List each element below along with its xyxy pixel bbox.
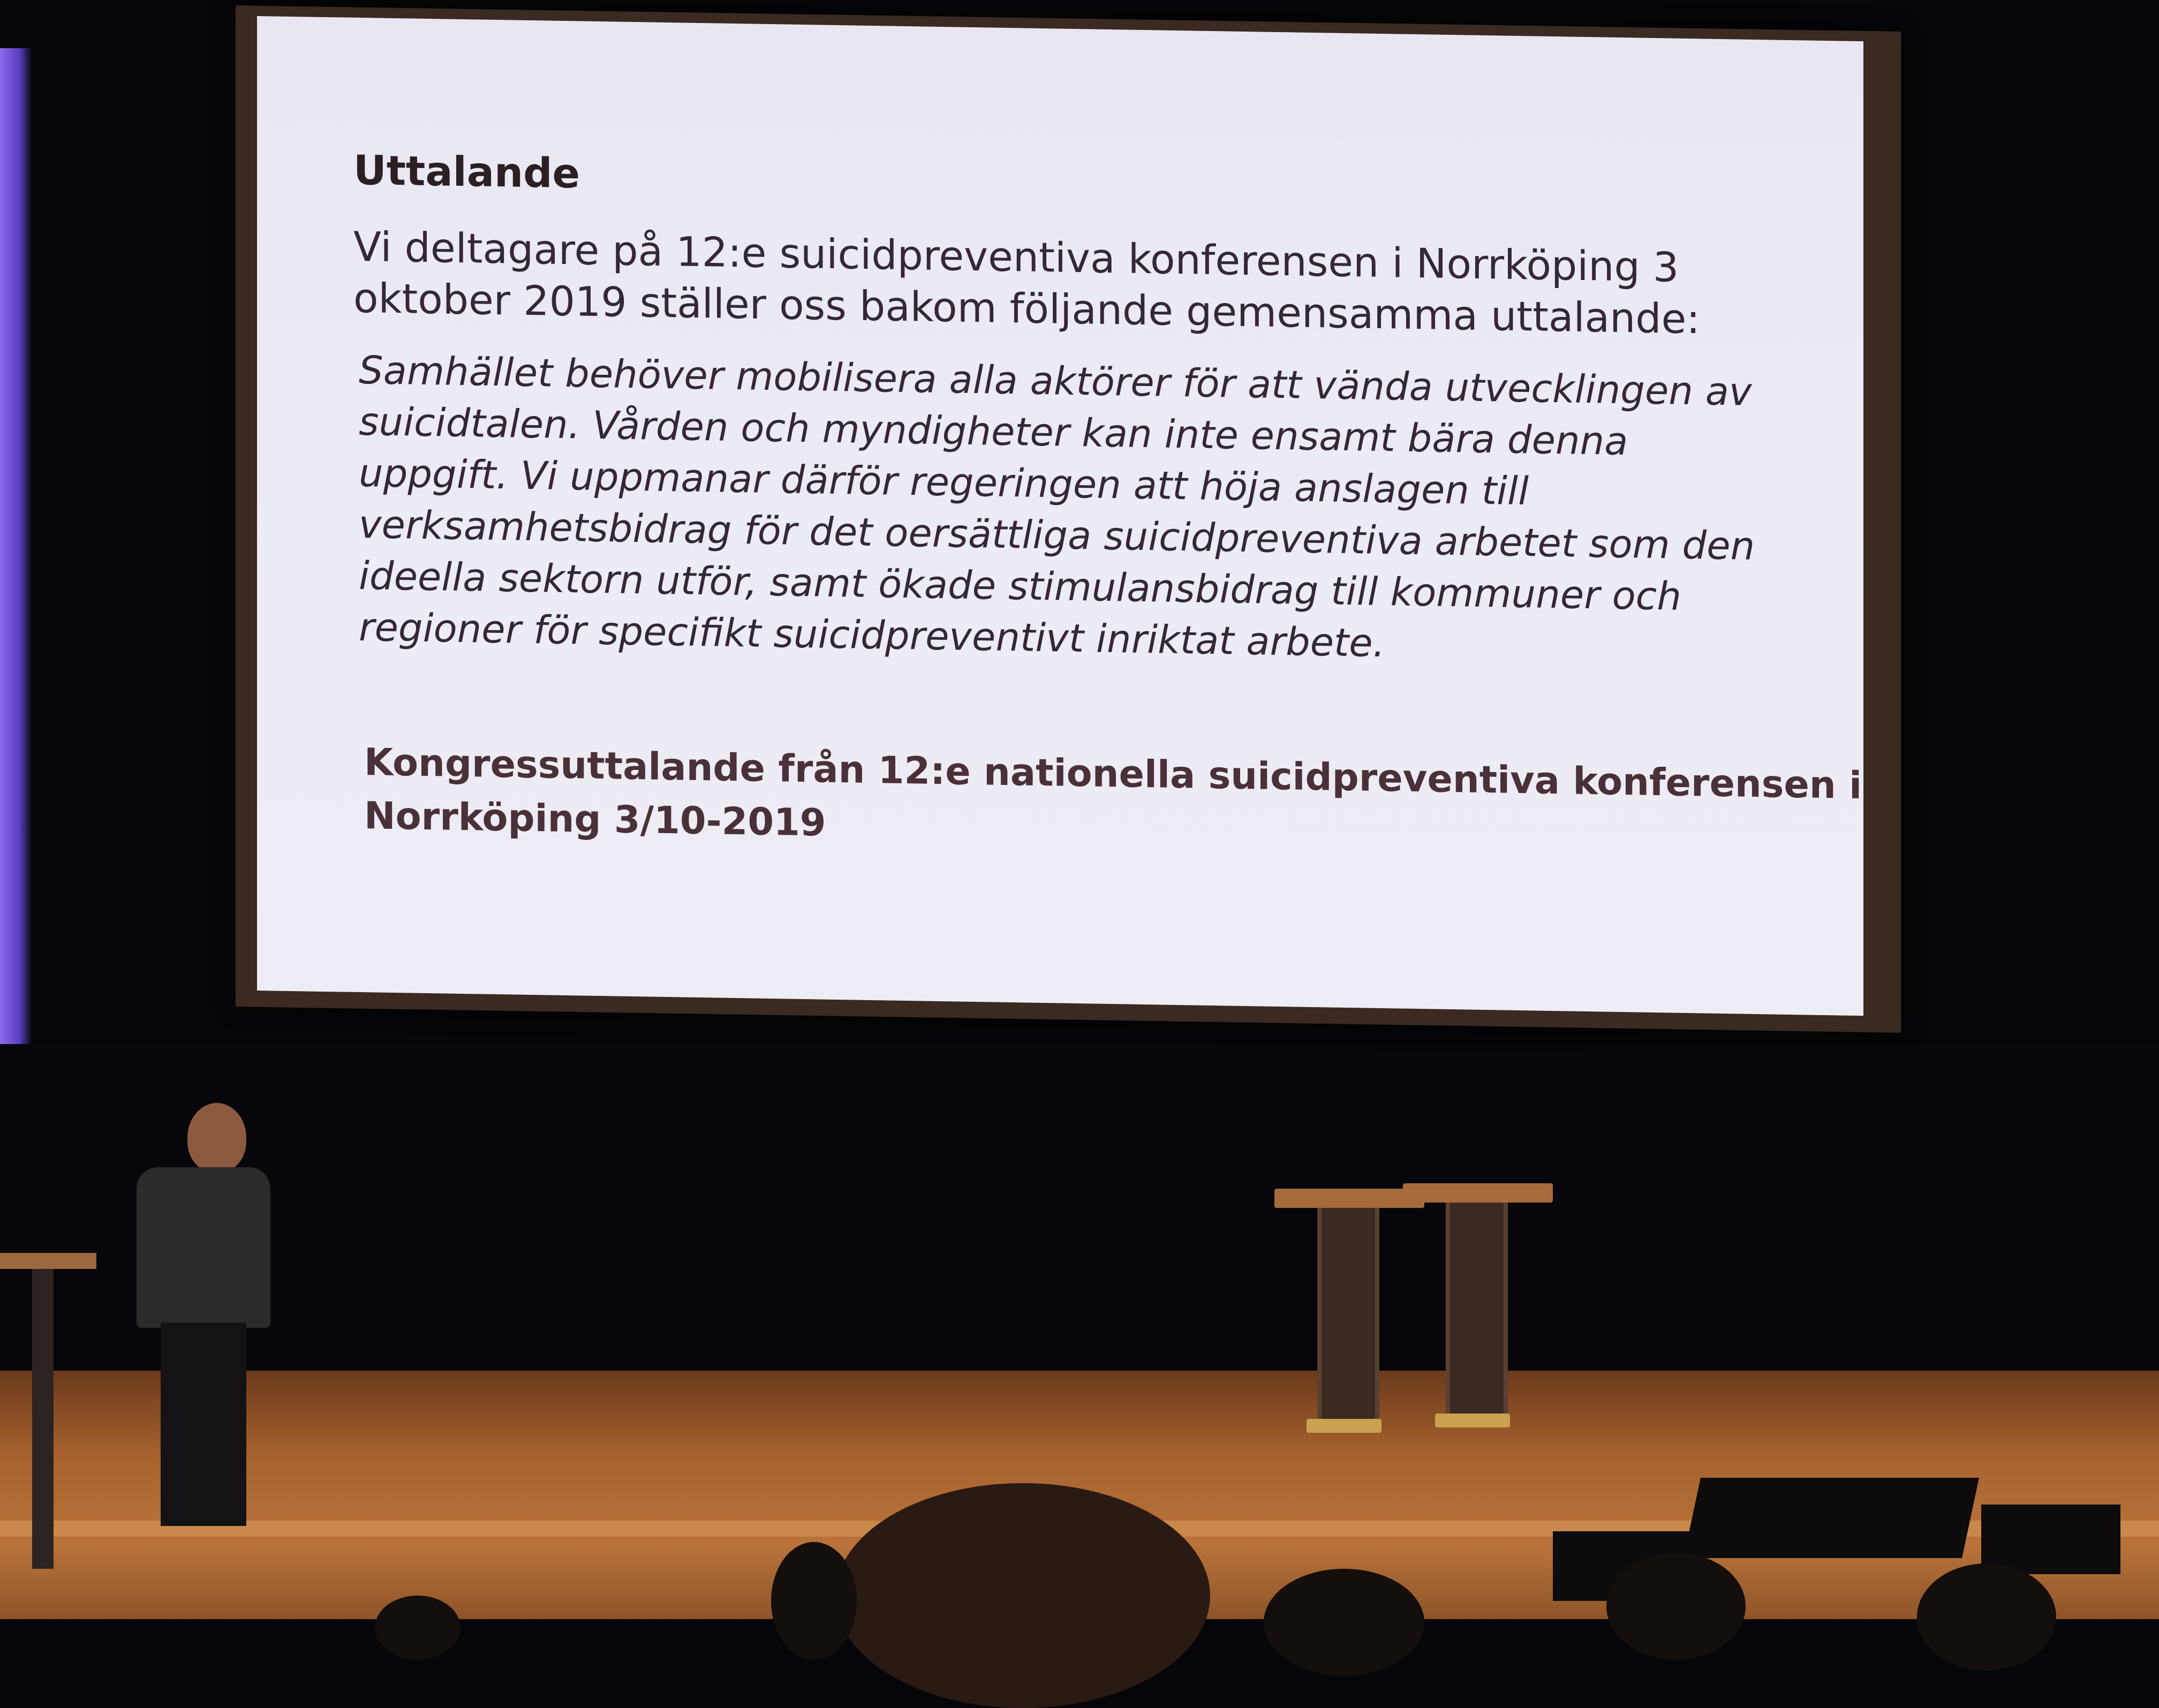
slide-statement-line: Samhället behöver mobilisera alla aktörer för att vända utvecklingen av: [359, 347, 1752, 414]
audience-head: [771, 1542, 857, 1660]
slide-heading: Uttalande: [353, 146, 580, 198]
slide-intro-line: oktober 2019 ställer oss bakom följande gemensamma uttalande:: [353, 274, 1700, 343]
podium-right-top: [1403, 1183, 1553, 1203]
slide-source-line: Norrköping 3/10-2019: [364, 793, 826, 845]
projection-screen: [257, 16, 1863, 1016]
slide-intro-line: Vi deltagare på 12:e suicidpreventiva konferensen i Norrköping 3: [353, 222, 1679, 291]
side-table-leg: [32, 1269, 54, 1569]
podium-left-base: [1307, 1419, 1382, 1433]
speaker-head: [187, 1103, 246, 1173]
side-table: [0, 1253, 96, 1269]
slide-source: [364, 735, 1862, 864]
stage-monitor: [1981, 1505, 2120, 1574]
stage-monitor: [1684, 1478, 1979, 1558]
audience-head: [1606, 1553, 1746, 1660]
slide-intro: [353, 221, 1700, 345]
podium-right-base: [1435, 1414, 1510, 1427]
podium-right-stand: [1446, 1203, 1508, 1427]
slide-statement-line: ideella sektorn utför, samt ökade stimulansbidrag till kommuner och: [359, 553, 1681, 619]
audience-head: [1264, 1569, 1424, 1676]
slide-source-line: Kongressuttalande från 12:e nationella suicidpreventiva konferensen i: [364, 740, 1862, 808]
audience-head: [835, 1483, 1210, 1708]
speaker-legs: [161, 1322, 246, 1526]
slide-statement-line: uppgift. Vi uppmanar därför regeringen att höja anslagen till: [359, 450, 1529, 514]
audience-head: [375, 1596, 461, 1660]
audience-head: [1917, 1563, 2056, 1671]
podium-left-stand: [1317, 1208, 1379, 1433]
slide-statement-line: suicidtalen. Vården och myndigheter kan inte ensamt bära denna: [359, 398, 1628, 464]
podium-left-top: [1274, 1189, 1424, 1208]
speaker-body: [137, 1167, 270, 1328]
slide-statement-line: regioner för specifikt suicidpreventivt inriktat arbete.: [359, 604, 1385, 666]
slide-statement: [359, 344, 1755, 674]
stage-backdrop: [0, 1044, 2159, 1419]
slide-statement-line: verksamhetsbidrag för det oersättliga suicidpreventiva arbetet som den: [359, 501, 1755, 569]
